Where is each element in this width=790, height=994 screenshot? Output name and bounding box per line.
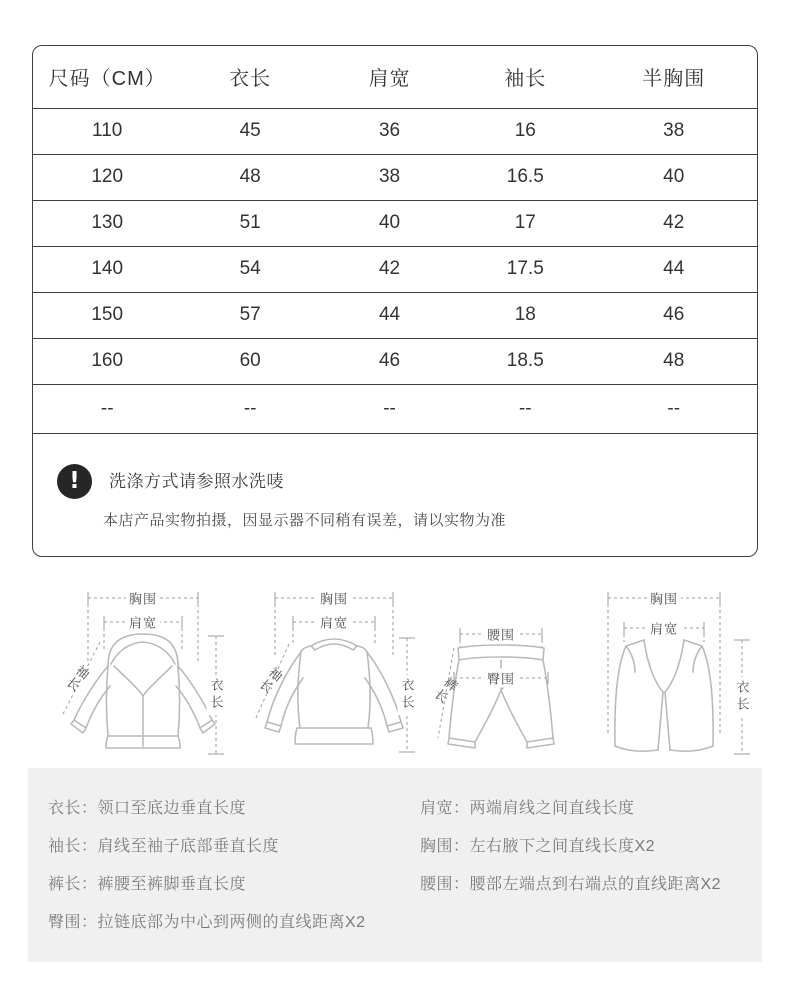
cell: 18 [514,304,536,325]
cell: -- [667,397,681,419]
cell: 45 [239,120,261,141]
definition-pants-length: 裤长：裤腰至裤脚垂直长度 [48,876,247,893]
sleeve-length-label: 袖长 [254,663,286,697]
cell: 38 [663,120,685,141]
cell: 36 [378,120,401,141]
chest-label: 胸围 [647,589,681,608]
table-row-empty [33,384,757,433]
cell: 110 [92,120,123,141]
col-header-half-chest: 半胸围 [642,68,706,91]
size-table-card [32,45,758,557]
garment-length-label: 衣长 [733,677,752,717]
cell: 57 [239,304,261,325]
cell: 17.5 [506,258,544,279]
sleeve-length-label: 袖长 [61,661,93,695]
notice-section [33,433,757,530]
table-row [33,200,757,246]
definition-shoulder: 肩宽：两端肩线之间直线长度 [420,800,635,817]
cell: 17 [514,212,536,233]
cell: 38 [378,166,401,187]
cell: 18.5 [506,350,544,371]
cell: 42 [378,258,401,279]
notice-subtitle: 本店产品实物拍摄，因显示器不同稍有误差，请以实物为准 [103,512,507,529]
exclamation-icon: ! [57,464,92,499]
definition-garment-length: 衣长：领口至底边垂直长度 [48,800,247,817]
definition-chest: 胸围：左右腋下之间直线长度X2 [420,838,656,855]
waist-label: 腰围 [484,625,518,644]
chest-label: 胸围 [126,589,160,608]
cell: -- [243,397,257,419]
table-row [33,246,757,292]
garment-length-label: 衣长 [398,675,417,715]
table-row [33,154,757,200]
table-row [33,108,757,154]
cell: 46 [663,304,685,325]
definition-hip: 臀围：拉链底部为中心到两侧的直线距离X2 [48,914,366,931]
cell: 44 [378,304,401,325]
vest-diagram [596,586,764,764]
cell: 40 [663,166,685,187]
cell: 16.5 [506,166,544,187]
table-header-row [33,46,757,108]
definition-sleeve-length: 袖长：肩线至袖子底部垂直长度 [48,838,280,855]
table-row [33,292,757,338]
definition-waist: 腰围：腰部左端点到右端点的直线距离X2 [420,876,722,893]
definitions-right-column [420,800,746,952]
shoulder-label: 肩宽 [317,613,351,632]
cell: 140 [91,258,124,279]
pants-length-label: 裤长 [429,673,461,707]
definitions-panel [28,768,762,962]
cell: 51 [239,212,261,233]
garment-length-label: 衣长 [207,675,226,715]
pants-diagram [430,586,590,764]
cell: -- [518,397,532,419]
cell: 120 [91,166,124,187]
cell: -- [100,397,114,419]
col-header-shoulder: 肩宽 [368,68,411,91]
col-header-size: 尺码（CM） [48,68,166,91]
cell: 54 [239,258,261,279]
size-table [33,46,757,433]
vest-line-art [596,586,764,764]
cell: 40 [378,212,401,233]
cell: 46 [378,350,401,371]
definitions-left-column [48,800,420,952]
col-header-sleeve: 袖长 [504,68,547,91]
shoulder-label: 肩宽 [647,619,681,638]
cell: 130 [91,212,124,233]
col-header-garment-length: 衣长 [229,68,272,91]
notice-title: 洗涤方式请参照水洗唛 [109,472,284,491]
cell: 44 [663,258,685,279]
chest-label: 胸围 [317,589,351,608]
hoodie-diagram [48,586,233,764]
cell: 150 [91,304,124,325]
cell: 16 [514,120,536,141]
cell: 160 [91,350,124,371]
shoulder-label: 肩宽 [126,613,160,632]
cell: 48 [663,350,685,371]
table-row [33,338,757,384]
cell: 48 [239,166,261,187]
cell: -- [383,397,396,419]
cell: 42 [663,212,685,233]
measurement-diagrams [0,586,790,768]
sweatshirt-diagram [239,586,424,764]
hip-label: 臀围 [484,669,518,688]
cell: 60 [239,350,261,371]
